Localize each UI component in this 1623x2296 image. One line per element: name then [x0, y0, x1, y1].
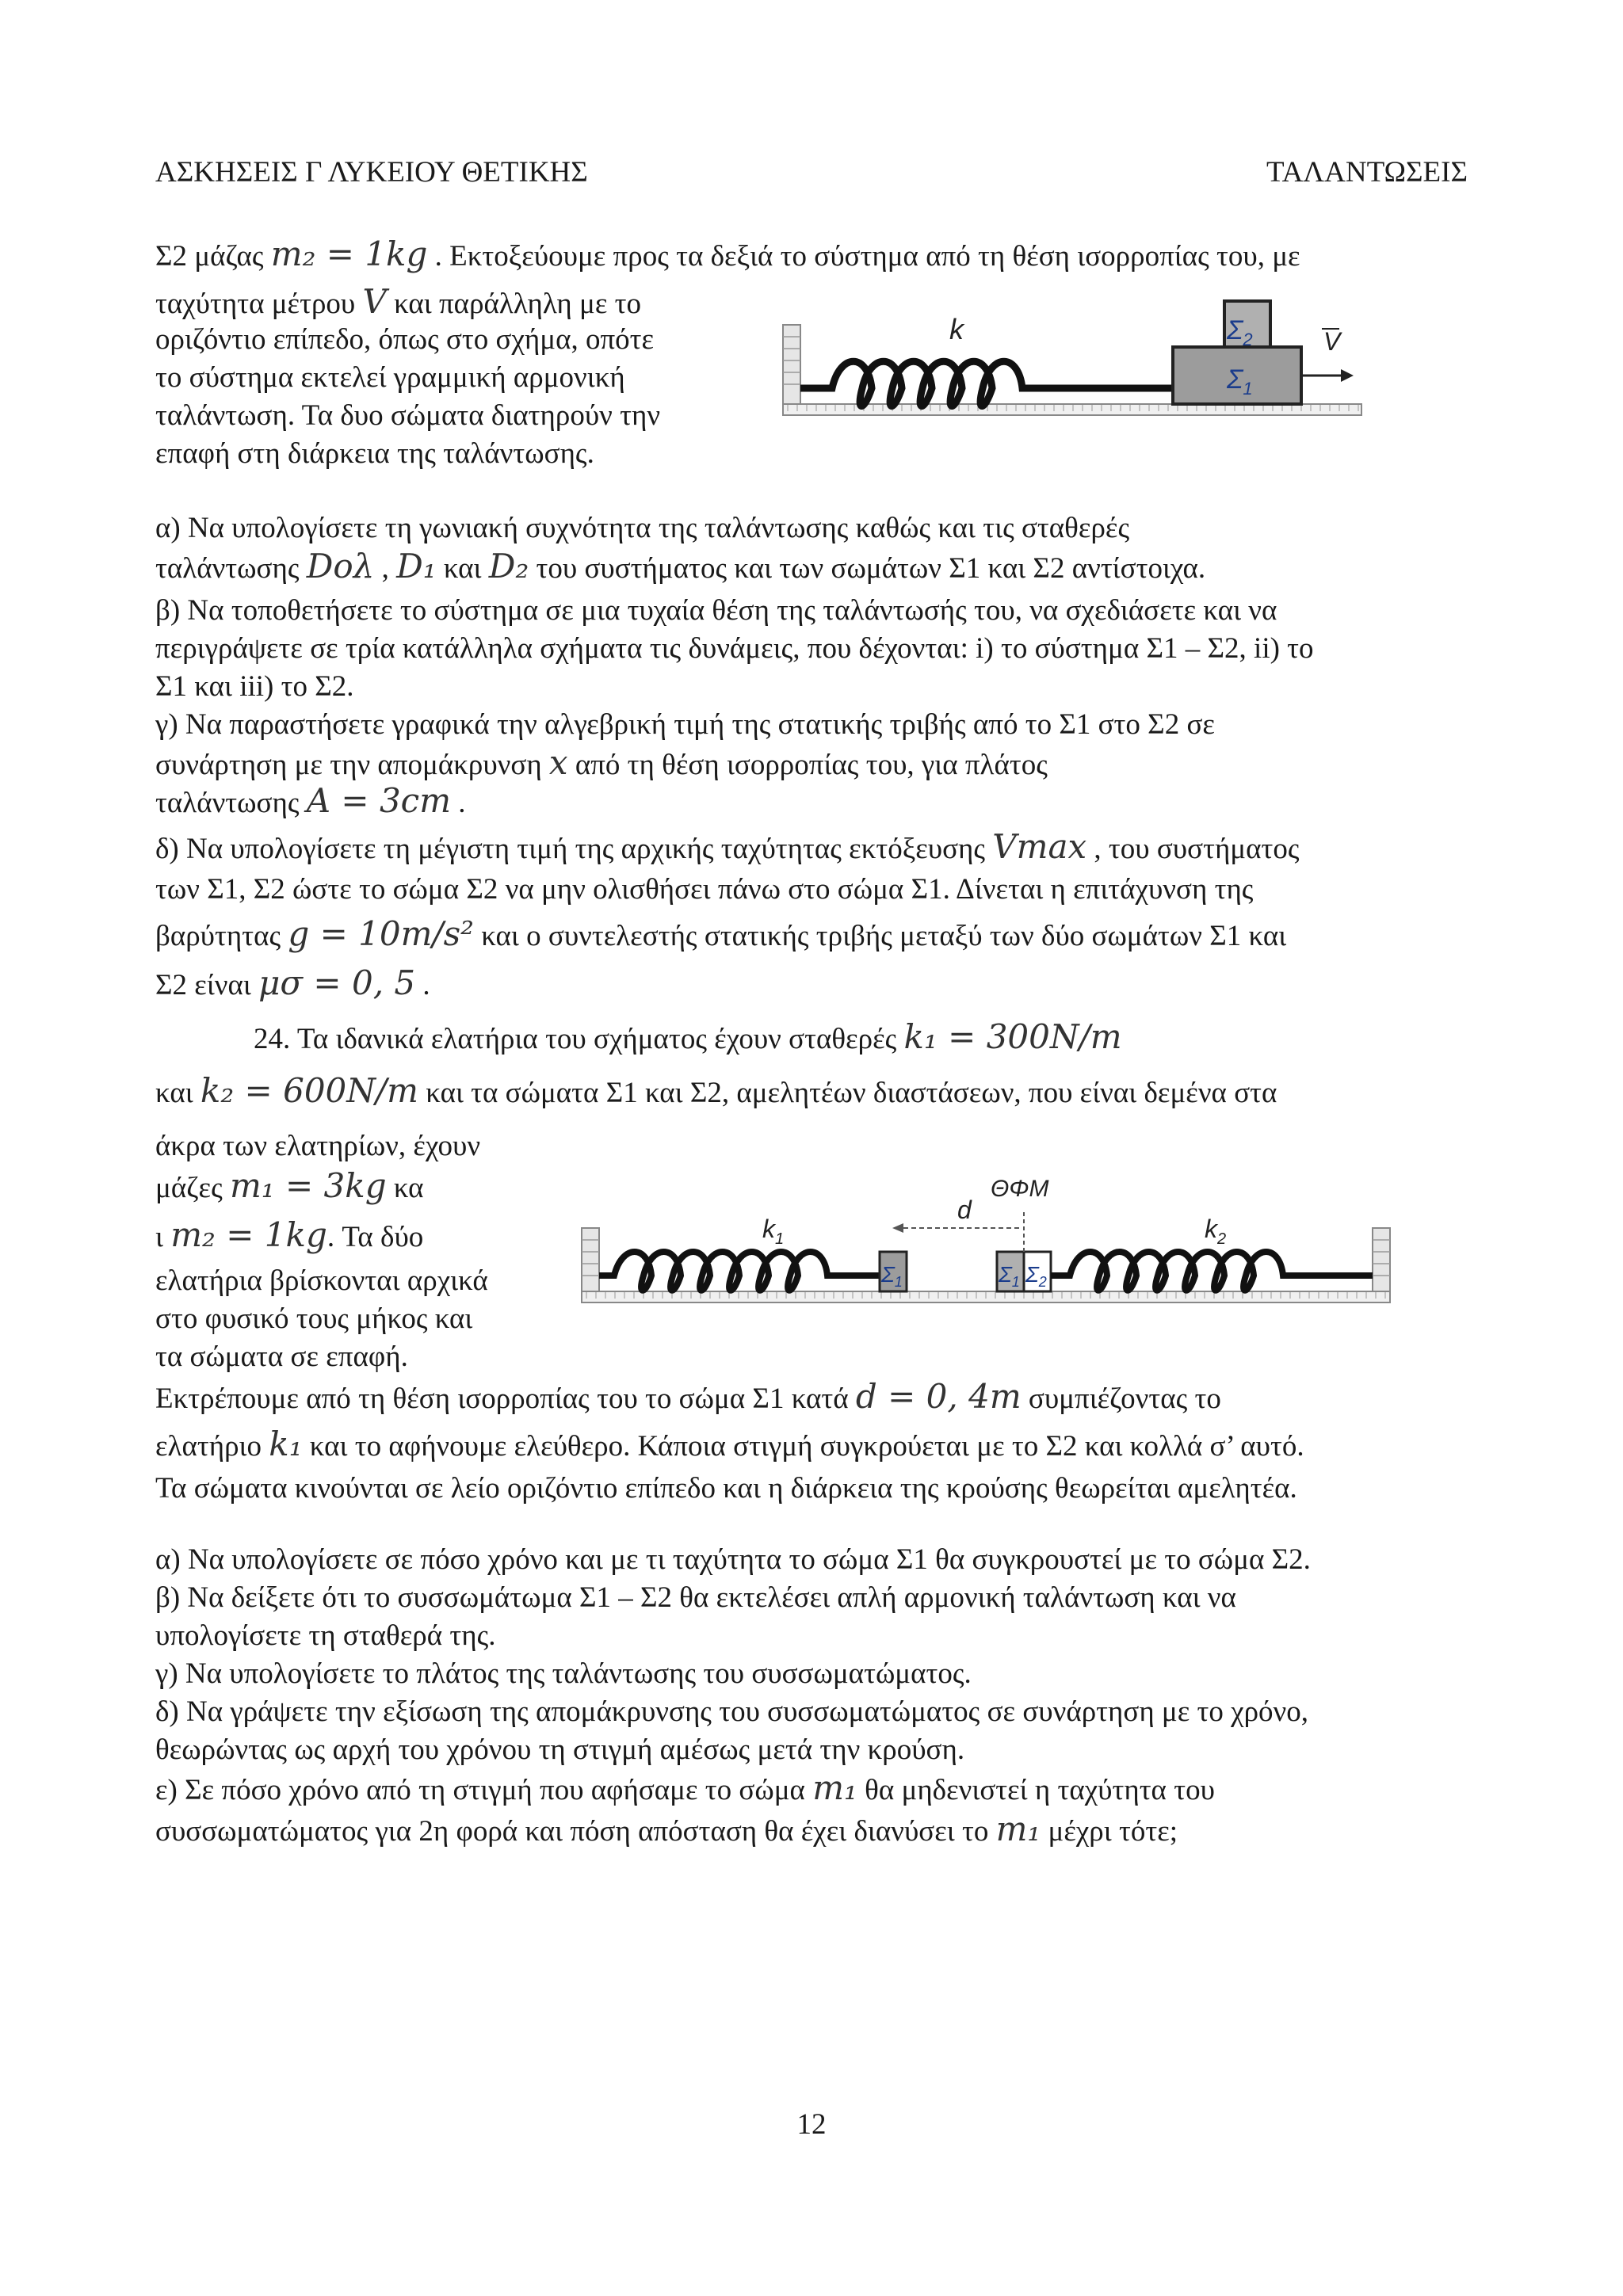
math-v: V [362, 282, 387, 321]
text-line: Σ2 μάζας m₂ = 1kg . Εκτοξεύουμε προς τα δεξιά το σύστημα από τη θέση ισορροπίας του, με [155, 235, 1300, 273]
label-d: d [957, 1196, 972, 1224]
text-line: των Σ1, Σ2 ώστε το σώμα Σ2 να μην ολισθήσει πάνω στο σώμα Σ1. Δίνεται η επιτάχυνση της [155, 873, 1254, 906]
figure-spring-system [777, 293, 1379, 428]
text-line: Σ1 και iii) το Σ2. [155, 670, 354, 703]
left-wall [582, 1228, 599, 1291]
text-line: και k₂ = 600N/m και τα σώματα Σ1 και Σ2, αμελητέων διαστάσεων, που είναι δεμένα στα [155, 1071, 1277, 1110]
text-line: μάζες m₁ = 3kg κα [155, 1166, 424, 1205]
math-m2: m₂ = 1kg [270, 235, 428, 273]
text-line: ελατήρια βρίσκονται αρχικά [155, 1264, 488, 1297]
text-line: συνάρτηση με την απομάκρυνση x από τη θέση ισορροπίας του, για πλάτος [155, 743, 1048, 782]
problem-24-intro: 24. Τα ιδανικά ελατήρια του σχήματος έχουν σταθερές k₁ = 300N/m [254, 1017, 1122, 1056]
svg-text:Σ2: $\Sigma_2$ [1227, 315, 1253, 349]
text-line: Εκτρέπουμε από τη θέση ισορροπίας του το σώμα Σ1 κατά d = 0, 4m συμπιέζοντας το [155, 1377, 1221, 1416]
label-k2: $k_2$ [1205, 1215, 1227, 1248]
text-line: το σύστημα εκτελεί γραμμική αρμονική [155, 361, 625, 394]
figure-two-springs [579, 1165, 1395, 1315]
page-number: 12 [796, 2108, 827, 2141]
floor [783, 404, 1361, 415]
text-line: β) Να τοποθετήσετε το σύστημα σε μια τυχαία θέση της ταλάντωσής του, να σχεδιάσετε και να [155, 594, 1277, 627]
text-line: γ) Να υπολογίσετε το πλάτος της ταλάντωσης του συσσωματώματος. [155, 1657, 972, 1690]
svg-text:Σ1: $\Sigma_1$ [999, 1262, 1020, 1290]
text-line: θεωρώντας ως αρχή του χρόνου τη στιγμή αμέσως μετά την κρούση. [155, 1733, 965, 1766]
text-line: τα σώματα σε επαφή. [155, 1341, 408, 1373]
text-line: υπολογίσετε τη σταθερά της. [155, 1619, 496, 1652]
text-line: Τα σώματα κινούνται σε λείο οριζόντιο επίπεδο και η διάρκεια της κρούσης θεωρείται αμελητέα. [155, 1472, 1297, 1505]
label-thfm: ΘΦΜ [991, 1176, 1049, 1202]
text-line: άκρα των ελατηρίων, έχουν [155, 1130, 481, 1162]
spring [800, 361, 1173, 406]
text-line: ταχύτητα μέτρου V και παράλληλη με το [155, 282, 642, 321]
right-wall [1373, 1228, 1390, 1291]
text-line: ταλάντωση. Τα δυο σώματα διατηρούν την [155, 399, 661, 432]
text-line: περιγράψετε σε τρία κατάλληλα σχήματα τις δυνάμεις, που δέχονται: i) το σύστημα Σ1 – Σ2, ii) το [155, 632, 1314, 665]
svg-text:Σ2: $\Sigma_2$ [1025, 1262, 1047, 1290]
text-line: ι m₂ = 1kg. Τα δύο [155, 1215, 424, 1254]
text-line: δ) Να υπολογίσετε τη μέγιστη τιμή της αρχικής ταχύτητας εκτόξευσης Vmax , του συστήματος [155, 827, 1300, 866]
header-right: ΤΑΛΑΝΤΩΣΕΙΣ [1266, 156, 1468, 189]
text-line: ε) Σε πόσο χρόνο από τη στιγμή που αφήσαμε το σώμα m₁ θα μηδενιστεί η ταχύτητα του [155, 1768, 1215, 1807]
svg-text:Σ1: $\Sigma_1$ [1227, 364, 1253, 399]
text-line: συσσωματώματος για 2η φορά και πόση απόσταση θα έχει διανύσει το m₁ μέχρι τότε; [155, 1810, 1178, 1848]
text-line: στο φυσικό τους μήκος και [155, 1302, 473, 1335]
text-line: βαρύτητας g = 10m/s² και ο συντελεστής στατικής τριβής μεταξύ των δύο σωμάτων Σ1 και [155, 914, 1287, 953]
label-k1: $k_1$ [762, 1215, 785, 1248]
svg-text:Σ1: $\Sigma_1$ [881, 1262, 903, 1290]
spring-k1 [599, 1252, 880, 1291]
text-line: α) Να υπολογίσετε τη γωνιακή συχνότητα της ταλάντωσης καθώς και τις σταθερές [155, 512, 1130, 544]
header-left: ΑΣΚΗΣΕΙΣ Γ ΛΥΚΕΙΟΥ ΘΕΤΙΚΗΣ [155, 156, 588, 189]
text-line: γ) Να παραστήσετε γραφικά την αλγεβρική τιμή της στατικής τριβής από το Σ1 στο Σ2 σε [155, 708, 1215, 741]
text-line: Σ2 είναι μσ = 0, 5 . [155, 963, 430, 1002]
text-line: ταλάντωσης A = 3cm . [155, 781, 466, 820]
text-line: β) Να δείξετε ότι το συσσωμάτωμα Σ1 – Σ2 θα εκτελέσει απλή αρμονική ταλάντωση και να [155, 1581, 1236, 1614]
text-line: επαφή στη διάρκεια της ταλάντωσης. [155, 437, 594, 470]
text-line: ελατήριο k₁ και το αφήνουμε ελεύθερο. Κάποια στιγμή συγκρούεται με το Σ2 και κολλά σ’ αυτό. [155, 1425, 1304, 1463]
spring-k2 [1051, 1252, 1373, 1291]
label-k: k [949, 313, 964, 345]
text-line: ταλάντωσης Dολ , D₁ και D₂ του συστήματος και των σωμάτων Σ1 και Σ2 αντίστοιχα. [155, 547, 1206, 585]
label-v: V [1323, 327, 1341, 356]
text-line: δ) Να γράψετε την εξίσωση της απομάκρυνσης του συσσωματώματος σε συνάρτηση με το χρόνο, [155, 1695, 1309, 1728]
text-line: α) Να υπολογίσετε σε πόσο χρόνο και με τι ταχύτητα το σώμα Σ1 θα συγκρουστεί με το σώμα Σ2. [155, 1543, 1311, 1576]
text-line: οριζόντιο επίπεδο, όπως στο σχήμα, οπότε [155, 323, 655, 356]
